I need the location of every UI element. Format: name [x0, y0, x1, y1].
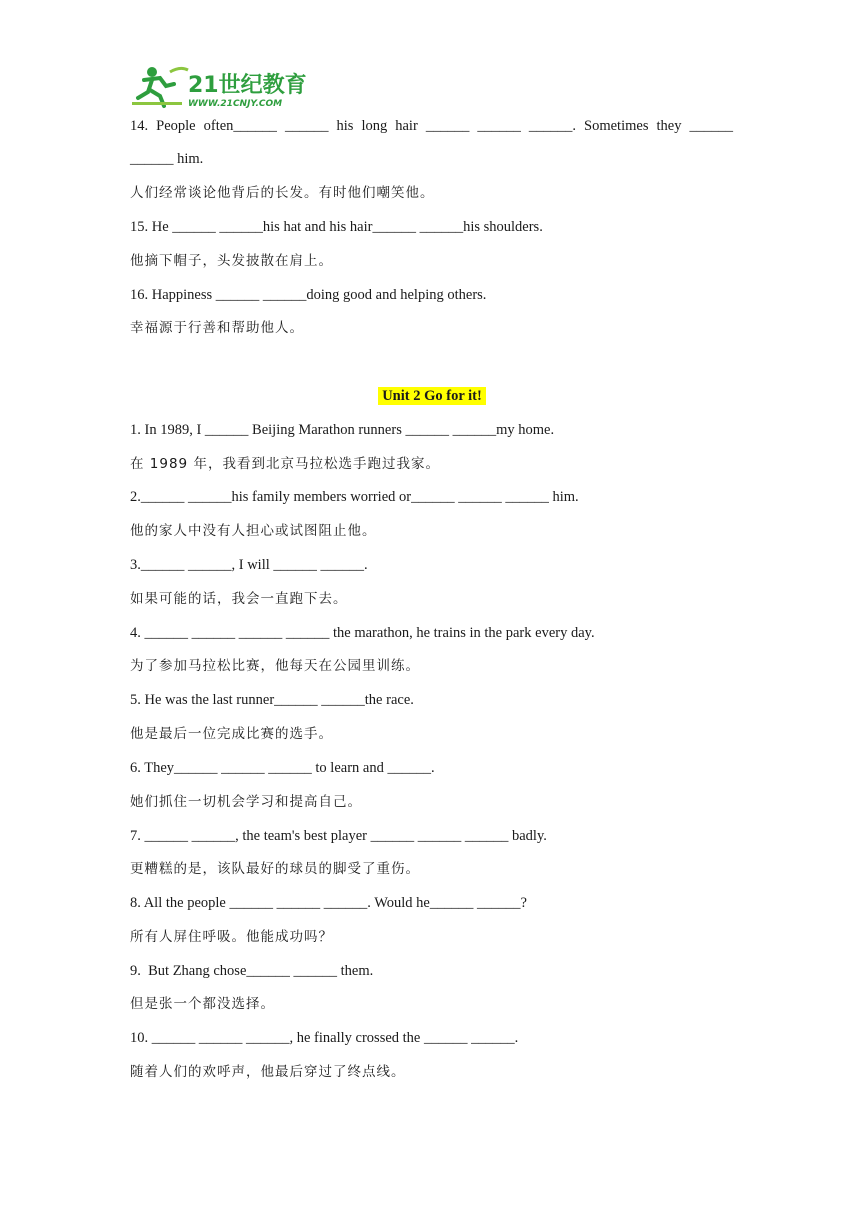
sentence-zh: 随着人们的欢呼声，他最后穿过了终点线。	[130, 1064, 406, 1080]
sentence-en: 3.______ ______, I will ______ ______.	[130, 557, 368, 573]
site-logo	[130, 62, 320, 110]
sentence-en: 7. ______ ______, the team's best player ______ ______ ______ badly.	[130, 828, 547, 844]
sentence-zh: 他的家人中没有人担心或试图阻止他。	[130, 523, 377, 539]
sentence-en: 6. They______ ______ ______ to learn and ______.	[130, 760, 435, 776]
sentence-en: 14. People often______ ______ his long hair ______ ______ ______. Sometimes they ______	[130, 118, 733, 134]
sentence-en: 2.______ ______his family members worried or______ ______ ______ him.	[130, 489, 579, 505]
sentence-en: 5. He was the last runner______ ______the race.	[130, 692, 414, 708]
sentence-en: 10. ______ ______ ______, he finally crossed the ______ ______.	[130, 1030, 519, 1046]
sentence-zh: 所有人屏住呼吸。他能成功吗？	[130, 929, 333, 945]
svg-text:WWW.21CNJY.COM: WWW.21CNJY.COM	[188, 99, 283, 109]
sentence-en: 4. ______ ______ ______ ______ the marathon, he trains in the park every day.	[130, 625, 595, 641]
sentence-zh: 但是张一个都没选择。	[130, 996, 275, 1012]
sentence-en: ______ him.	[130, 151, 204, 167]
sentence-zh: 如果可能的话，我会一直跑下去。	[130, 591, 348, 607]
sentence-en: 1. In 1989, I ______ Beijing Marathon runners ______ ______my home.	[130, 422, 555, 438]
sentence-zh: 为了参加马拉松比赛，他每天在公园里训练。	[130, 658, 420, 674]
sentence-en: 9. But Zhang chose______ ______ them.	[130, 963, 374, 979]
sentence-zh: 更糟糕的是，该队最好的球员的脚受了重伤。	[130, 861, 420, 877]
sentence-zh: 幸福源于行善和帮助他人。	[130, 320, 304, 336]
sentence-en: 16. Happiness ______ ______doing good and helping others.	[130, 287, 487, 303]
runner-logo-icon	[130, 62, 320, 110]
sentence-zh: 在 1989 年，我看到北京马拉松选手跑过我家。	[130, 456, 440, 472]
sentence-zh: 他是最后一位完成比赛的选手。	[130, 726, 333, 742]
sentence-zh: 他摘下帽子，头发披散在肩上。	[130, 253, 333, 269]
sentence-en: 15. He ______ ______his hat and his hair______ ______his shoulders.	[130, 219, 543, 235]
sentence-zh: 人们经常谈论他背后的长发。有时他们嘲笑他。	[130, 185, 435, 201]
sentence-en: 8. All the people ______ ______ ______. Would he______ ______?	[130, 895, 527, 911]
sentence-zh: 她们抓住一切机会学习和提高自己。	[130, 794, 362, 810]
svg-text:21世纪教育: 21世纪教育	[188, 73, 307, 98]
unit-heading: Unit 2 Go for it!	[378, 387, 486, 405]
